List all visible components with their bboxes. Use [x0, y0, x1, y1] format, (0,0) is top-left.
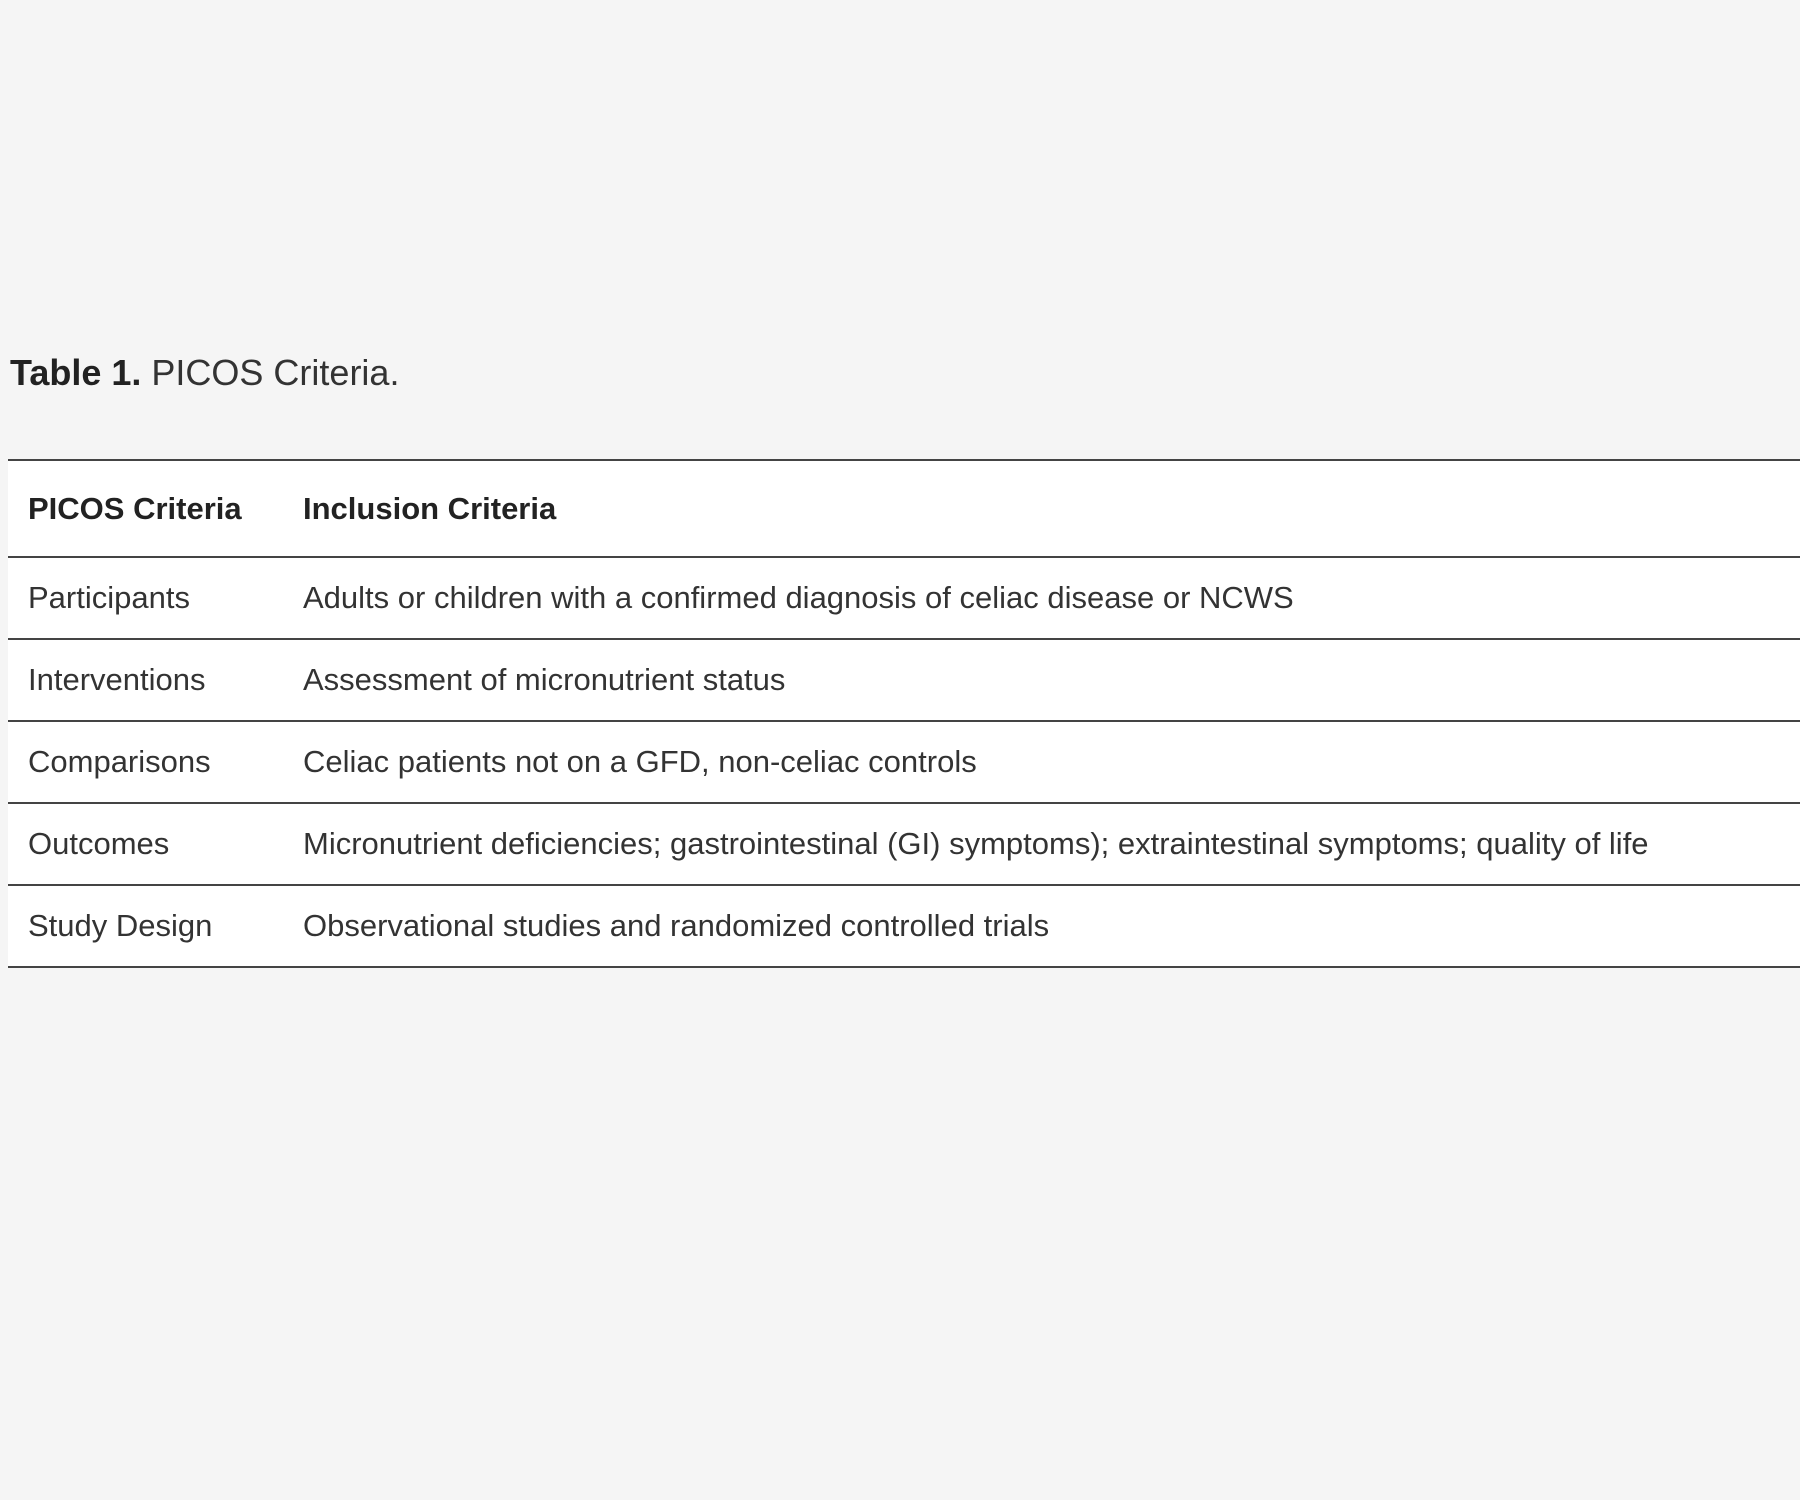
table-row: [8, 721, 1800, 803]
criteria-cell: Comparisons: [8, 721, 283, 803]
inclusion-cell: Observational studies and randomized controlled trials: [283, 885, 1800, 967]
criteria-cell: Interventions: [8, 639, 283, 721]
table-header-row: [8, 460, 1800, 557]
table-label: Table 1.: [10, 352, 142, 393]
picos-table: [8, 459, 1800, 968]
criteria-cell: Study Design: [8, 885, 283, 967]
table-row: [8, 557, 1800, 639]
table-row: [8, 639, 1800, 721]
column-header: PICOS Criteria: [8, 460, 283, 557]
inclusion-cell: Celiac patients not on a GFD, non-celiac controls: [283, 721, 1800, 803]
criteria-cell: Participants: [8, 557, 283, 639]
column-header: Inclusion Criteria: [283, 460, 1800, 557]
inclusion-cell: Assessment of micronutrient status: [283, 639, 1800, 721]
table-row: [8, 803, 1800, 885]
table-row: [8, 885, 1800, 967]
inclusion-cell: Micronutrient deficiencies; gastrointestinal (GI) symptoms); extraintestinal symptoms; quality of life: [283, 803, 1800, 885]
inclusion-cell: Adults or children with a confirmed diagnosis of celiac disease or NCWS: [283, 557, 1800, 639]
table-caption: [10, 352, 399, 394]
criteria-cell: Outcomes: [8, 803, 283, 885]
table-title: PICOS Criteria.: [151, 352, 400, 393]
